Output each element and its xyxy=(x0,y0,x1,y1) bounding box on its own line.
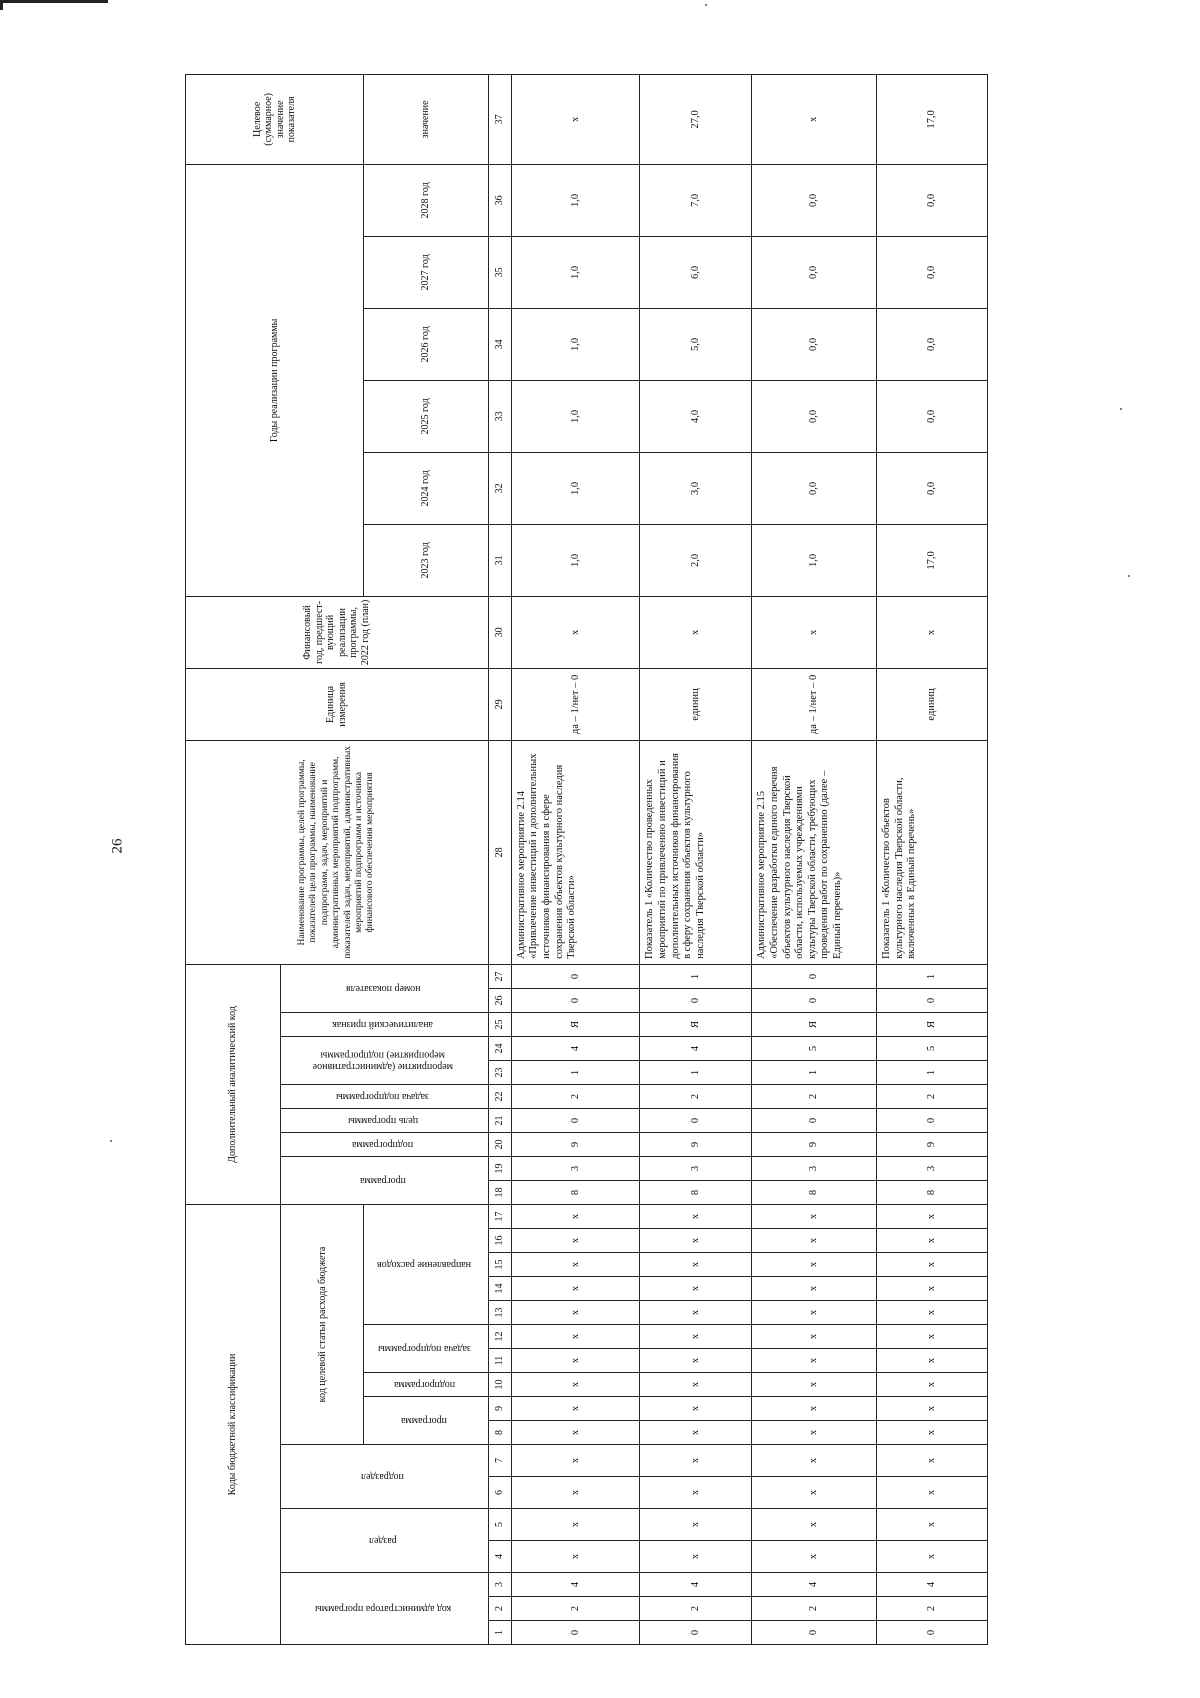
column-number: 19 xyxy=(488,1156,511,1180)
column-number: 21 xyxy=(488,1108,511,1132)
header-fin-year: Финансовый год, предшест-вующий реализации программы, 2022 год (план) xyxy=(186,596,489,668)
code-cell: x xyxy=(640,1204,752,1228)
row-target-value: 17,0 xyxy=(876,74,987,164)
row-year-value: 0,0 xyxy=(752,308,877,380)
row-year-value: 6,0 xyxy=(640,236,752,308)
row-year-value: 0,0 xyxy=(752,236,877,308)
code-cell: x xyxy=(511,1204,640,1228)
code-cell: x xyxy=(511,1445,640,1477)
code-cell: x xyxy=(876,1253,987,1277)
code-cell: 2 xyxy=(640,1597,752,1621)
code-cell: x xyxy=(876,1277,987,1301)
column-numbers-row xyxy=(488,74,511,1644)
row-year-value: 1,0 xyxy=(511,452,640,524)
code-cell: x xyxy=(511,1349,640,1373)
code-cell: 9 xyxy=(752,1132,877,1156)
header-a-analit: аналитический признак xyxy=(281,1012,489,1036)
column-number: 10 xyxy=(488,1373,511,1397)
row-year-value: 5,0 xyxy=(640,308,752,380)
code-cell: x xyxy=(752,1541,877,1573)
code-cell: x xyxy=(511,1301,640,1325)
code-cell: 3 xyxy=(640,1156,752,1180)
code-cell: x xyxy=(640,1277,752,1301)
column-number: 20 xyxy=(488,1132,511,1156)
column-number: 36 xyxy=(488,164,511,236)
code-cell: x xyxy=(876,1477,987,1509)
header-budget-codes: Коды бюджетной классификации xyxy=(186,1204,281,1644)
code-cell: 9 xyxy=(876,1132,987,1156)
row-year-value: 1,0 xyxy=(511,164,640,236)
code-cell: x xyxy=(640,1349,752,1373)
code-cell: 2 xyxy=(511,1084,640,1108)
page-number: 26 xyxy=(109,838,126,854)
code-cell: 1 xyxy=(876,964,987,988)
header-year-2027: 2027 год xyxy=(364,236,489,308)
scan-speck xyxy=(705,4,707,6)
code-cell: 1 xyxy=(640,1060,752,1084)
row-fin-year: x xyxy=(752,596,877,668)
code-cell: x xyxy=(876,1229,987,1253)
column-number: 18 xyxy=(488,1180,511,1204)
table-row xyxy=(511,74,640,1644)
code-cell: x xyxy=(640,1421,752,1445)
row-year-value: 1,0 xyxy=(752,524,877,596)
code-cell: x xyxy=(752,1445,877,1477)
row-year-value: 0,0 xyxy=(876,380,987,452)
code-cell: 1 xyxy=(876,1060,987,1084)
code-cell: 2 xyxy=(752,1597,877,1621)
code-cell: x xyxy=(752,1373,877,1397)
code-cell: 4 xyxy=(640,1573,752,1597)
row-year-value: 1,0 xyxy=(511,380,640,452)
code-cell: 8 xyxy=(511,1180,640,1204)
code-cell: 8 xyxy=(640,1180,752,1204)
header-a-zadacha: задача подпрограммы xyxy=(281,1084,489,1108)
code-cell: 0 xyxy=(876,1108,987,1132)
code-cell: 0 xyxy=(752,988,877,1012)
header-unit: Единица измерения xyxy=(186,668,489,740)
column-number: 30 xyxy=(488,596,511,668)
code-cell: x xyxy=(511,1229,640,1253)
code-cell: 0 xyxy=(511,988,640,1012)
column-number: 31 xyxy=(488,524,511,596)
code-cell: 9 xyxy=(640,1132,752,1156)
table-row xyxy=(876,74,987,1644)
scan-edge-mark xyxy=(0,0,108,3)
code-cell: x xyxy=(640,1541,752,1573)
row-name: Административное мероприятие 2.14 «Привлечение инвестиций и дополнительных источников финансирования в сфере сохранения объектов культурного наследия Тверской области» xyxy=(511,740,640,964)
row-year-value: 0,0 xyxy=(876,452,987,524)
column-number: 8 xyxy=(488,1421,511,1445)
code-cell: x xyxy=(511,1253,640,1277)
column-number: 33 xyxy=(488,380,511,452)
row-year-value: 1,0 xyxy=(511,524,640,596)
column-number: 29 xyxy=(488,668,511,740)
code-cell: 0 xyxy=(752,1621,877,1645)
row-unit: единиц xyxy=(640,668,752,740)
header-year-2024: 2024 год xyxy=(364,452,489,524)
row-name: Показатель 1 «Количество объектов культурного наследия Тверской области, включенных в Единый перечень» xyxy=(876,740,987,964)
header-a-programma: программа xyxy=(281,1156,489,1204)
code-cell: 2 xyxy=(752,1084,877,1108)
header-programma: программа xyxy=(364,1397,489,1445)
header-podprogramma: подпрограмма xyxy=(364,1373,489,1397)
column-number: 3 xyxy=(488,1573,511,1597)
code-cell: Я xyxy=(752,1012,877,1036)
header-admin-code: код администратора программы xyxy=(281,1573,489,1645)
code-cell: 8 xyxy=(876,1180,987,1204)
code-cell: x xyxy=(640,1445,752,1477)
code-cell: 0 xyxy=(876,988,987,1012)
code-cell: x xyxy=(876,1349,987,1373)
code-cell: 5 xyxy=(876,1036,987,1060)
code-cell: x xyxy=(752,1421,877,1445)
code-cell: Я xyxy=(511,1012,640,1036)
table-row xyxy=(640,74,752,1644)
row-year-value: 7,0 xyxy=(640,164,752,236)
header-name: Наименование программы, целей программы, показателей цели программы, наименование подпрограмм, задач, мероприятий и административных мероприятий подпрограмм, показателей задач, мероприятий, административных мероприятий подпрограмм и источника финансового обеспечения мероприятия xyxy=(186,740,489,964)
header-year-2026: 2026 год xyxy=(364,308,489,380)
row-fin-year: x xyxy=(876,596,987,668)
row-name: Административное мероприятие 2.15 «Обеспечение разработки единого перечня объектов культурного наследия Тверской области, используемых учреждениями культуры Тверской области, требующих проведения работ по сохранению (далее – Единый перечень)» xyxy=(752,740,877,964)
row-year-value: 1,0 xyxy=(511,308,640,380)
column-number: 37 xyxy=(488,74,511,164)
code-cell: x xyxy=(876,1541,987,1573)
header-podrazdel: подраздел xyxy=(281,1445,489,1509)
code-cell: x xyxy=(752,1277,877,1301)
column-number: 14 xyxy=(488,1277,511,1301)
header-a-meropriyatie: мероприятие (административное мероприятие) подпрограммы xyxy=(281,1036,489,1084)
code-cell: 0 xyxy=(640,1621,752,1645)
code-cell: 0 xyxy=(511,1108,640,1132)
code-cell: x xyxy=(752,1509,877,1541)
code-cell: x xyxy=(511,1541,640,1573)
row-year-value: 0,0 xyxy=(876,236,987,308)
row-fin-year: x xyxy=(511,596,640,668)
code-cell: 0 xyxy=(752,1108,877,1132)
column-number: 27 xyxy=(488,964,511,988)
row-fin-year: x xyxy=(640,596,752,668)
column-number: 2 xyxy=(488,1597,511,1621)
header-target-group: Целевое (суммарное) значение показателя xyxy=(186,74,364,164)
header-kcsr: код целевой статьи расхода бюджета xyxy=(281,1204,364,1444)
column-number: 23 xyxy=(488,1060,511,1084)
column-number: 35 xyxy=(488,236,511,308)
scan-speck xyxy=(1128,575,1130,577)
code-cell: x xyxy=(752,1349,877,1373)
header-a-cel: цель программы xyxy=(281,1108,489,1132)
code-cell: 1 xyxy=(640,964,752,988)
code-cell: x xyxy=(511,1373,640,1397)
code-cell: 2 xyxy=(640,1084,752,1108)
column-number: 16 xyxy=(488,1229,511,1253)
code-cell: x xyxy=(640,1373,752,1397)
row-year-value: 3,0 xyxy=(640,452,752,524)
row-year-value: 0,0 xyxy=(876,164,987,236)
code-cell: 8 xyxy=(752,1180,877,1204)
column-number: 15 xyxy=(488,1253,511,1277)
code-cell: x xyxy=(752,1301,877,1325)
row-unit: да – 1/нет – 0 xyxy=(752,668,877,740)
column-number: 22 xyxy=(488,1084,511,1108)
row-target-value: x xyxy=(511,74,640,164)
code-cell: 9 xyxy=(511,1132,640,1156)
code-cell: x xyxy=(876,1204,987,1228)
row-year-value: 0,0 xyxy=(876,308,987,380)
code-cell: 0 xyxy=(511,1621,640,1645)
header-analytic-code: Дополнительный аналитический код xyxy=(186,964,281,1204)
header-year-2025: 2025 год xyxy=(364,380,489,452)
column-number: 7 xyxy=(488,1445,511,1477)
code-cell: 5 xyxy=(752,1036,877,1060)
code-cell: Я xyxy=(640,1012,752,1036)
row-unit: да – 1/нет – 0 xyxy=(511,668,640,740)
code-cell: x xyxy=(640,1397,752,1421)
code-cell: x xyxy=(752,1229,877,1253)
code-cell: x xyxy=(752,1253,877,1277)
code-cell: x xyxy=(640,1301,752,1325)
scan-speck xyxy=(110,1140,112,1142)
code-cell: 1 xyxy=(511,1060,640,1084)
column-number: 25 xyxy=(488,1012,511,1036)
code-cell: 3 xyxy=(752,1156,877,1180)
column-number: 1 xyxy=(488,1621,511,1645)
column-number: 12 xyxy=(488,1325,511,1349)
row-year-value: 17,0 xyxy=(876,524,987,596)
code-cell: 4 xyxy=(876,1573,987,1597)
column-number: 6 xyxy=(488,1477,511,1509)
code-cell: x xyxy=(640,1229,752,1253)
code-cell: x xyxy=(511,1325,640,1349)
row-year-value: 0,0 xyxy=(752,452,877,524)
code-cell: 0 xyxy=(752,964,877,988)
code-cell: x xyxy=(876,1301,987,1325)
code-cell: x xyxy=(876,1397,987,1421)
code-cell: 3 xyxy=(876,1156,987,1180)
code-cell: x xyxy=(752,1204,877,1228)
header-target-value: значение xyxy=(364,74,489,164)
code-cell: 2 xyxy=(511,1597,640,1621)
code-cell: 2 xyxy=(876,1084,987,1108)
column-number: 9 xyxy=(488,1397,511,1421)
row-unit: единиц xyxy=(876,668,987,740)
header-razdel: раздел xyxy=(281,1509,489,1573)
code-cell: x xyxy=(876,1325,987,1349)
code-cell: 0 xyxy=(876,1621,987,1645)
row-year-value: 4,0 xyxy=(640,380,752,452)
row-name: Показатель 1 «Количество проведенных мероприятий по привлечению инвестиций и дополнительных источников финансирования в сферу сохранения объектов культурного наследия Тверской области» xyxy=(640,740,752,964)
header-napravlenie-rashodov: направление расходов xyxy=(364,1204,489,1324)
code-cell: 4 xyxy=(640,1036,752,1060)
code-cell: x xyxy=(511,1421,640,1445)
header-year-2023: 2023 год xyxy=(364,524,489,596)
column-number: 17 xyxy=(488,1204,511,1228)
code-cell: 4 xyxy=(511,1573,640,1597)
code-cell: x xyxy=(511,1509,640,1541)
header-row-groups xyxy=(186,74,281,1644)
code-cell: Я xyxy=(876,1012,987,1036)
code-cell: x xyxy=(640,1253,752,1277)
column-number: 5 xyxy=(488,1509,511,1541)
row-year-value: 2,0 xyxy=(640,524,752,596)
scan-speck xyxy=(1120,408,1122,410)
code-cell: 4 xyxy=(752,1573,877,1597)
column-number: 26 xyxy=(488,988,511,1012)
column-number: 28 xyxy=(488,740,511,964)
code-cell: 2 xyxy=(876,1597,987,1621)
code-cell: 0 xyxy=(640,988,752,1012)
code-cell: 0 xyxy=(640,1108,752,1132)
code-cell: x xyxy=(511,1397,640,1421)
code-cell: 1 xyxy=(752,1060,877,1084)
column-number: 13 xyxy=(488,1301,511,1325)
indicators-table xyxy=(185,74,988,1645)
row-year-value: 0,0 xyxy=(752,380,877,452)
code-cell: 3 xyxy=(511,1156,640,1180)
column-number: 32 xyxy=(488,452,511,524)
code-cell: x xyxy=(752,1325,877,1349)
rotated-table-container xyxy=(185,92,988,1645)
row-year-value: 0,0 xyxy=(752,164,877,236)
column-number: 11 xyxy=(488,1349,511,1373)
code-cell: x xyxy=(752,1397,877,1421)
header-zadacha-podprogrammy: задача подпрограммы xyxy=(364,1325,489,1373)
column-number: 34 xyxy=(488,308,511,380)
row-target-value: 27,0 xyxy=(640,74,752,164)
scan-edge-mark xyxy=(0,0,3,10)
code-cell: x xyxy=(876,1509,987,1541)
code-cell: 4 xyxy=(511,1036,640,1060)
code-cell: x xyxy=(752,1477,877,1509)
header-years-group: Годы реализации программы xyxy=(186,164,364,596)
code-cell: x xyxy=(640,1509,752,1541)
code-cell: x xyxy=(876,1373,987,1397)
code-cell: x xyxy=(511,1477,640,1509)
column-number: 4 xyxy=(488,1541,511,1573)
code-cell: x xyxy=(511,1277,640,1301)
header-a-podprogramma: подпрограмма xyxy=(281,1132,489,1156)
code-cell: x xyxy=(640,1325,752,1349)
row-year-value: 1,0 xyxy=(511,236,640,308)
code-cell: 0 xyxy=(511,964,640,988)
column-number: 24 xyxy=(488,1036,511,1060)
code-cell: x xyxy=(640,1477,752,1509)
table-row xyxy=(752,74,877,1644)
code-cell: x xyxy=(876,1421,987,1445)
header-a-nomer: номер показателя xyxy=(281,964,489,1012)
header-year-2028: 2028 год xyxy=(364,164,489,236)
code-cell: x xyxy=(876,1445,987,1477)
row-target-value: x xyxy=(752,74,877,164)
